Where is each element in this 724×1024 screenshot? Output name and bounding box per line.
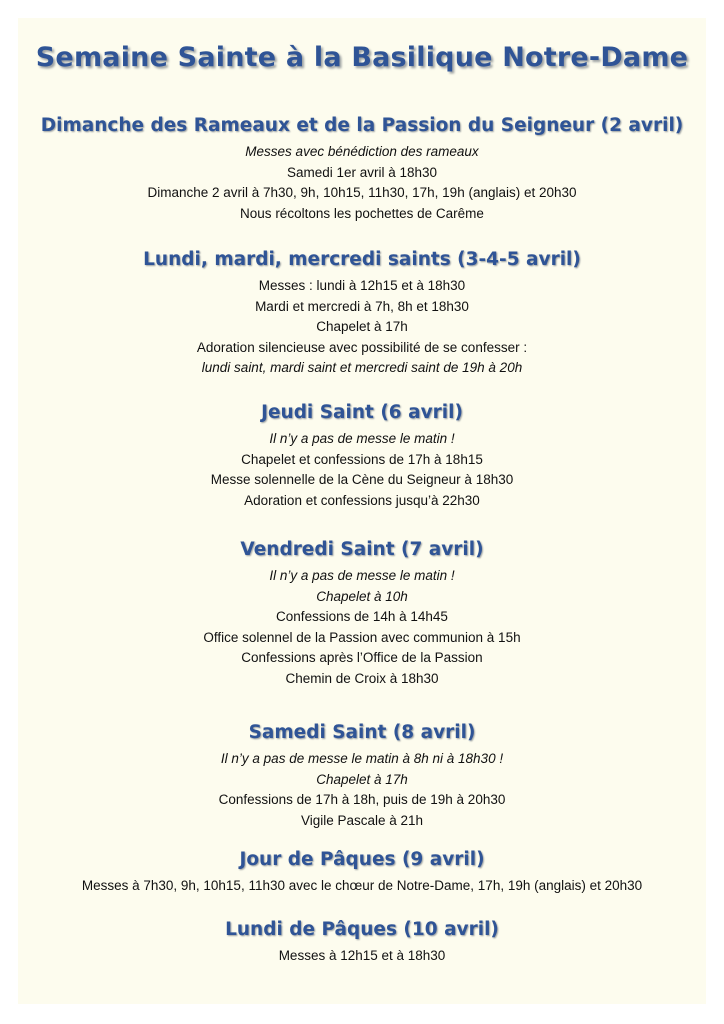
schedule-line: Messes : lundi à 12h15 et à 18h30 <box>258 278 466 293</box>
schedule-line: Adoration silencieuse avec possibilité de se confesser : <box>196 339 528 355</box>
section-palm-sunday <box>18 114 706 224</box>
schedule-line: Il n’y a pas de messe le matin ! <box>269 568 455 583</box>
section-title: Samedi Saint (8 avril) <box>248 722 476 743</box>
schedule-line: Dimanche 2 avril à 7h30, 9h, 10h15, 11h30, 17h, 19h (anglais) et 20h30 <box>147 185 577 201</box>
section-holy-thursday <box>18 401 706 511</box>
schedule-line: Messes à 7h30, 9h, 10h15, 11h30 avec le chœur de Notre-Dame, 17h, 19h (anglais) et 20h30 <box>81 878 643 893</box>
schedule-line: Vigile Pascale à 21h <box>300 812 424 828</box>
schedule-line: Samedi 1er avril à 18h30 <box>286 164 438 180</box>
schedule-line: Il n’y a pas de messe le matin ! <box>269 431 455 446</box>
section-title: Jeudi Saint (6 avril) <box>261 402 463 423</box>
schedule-line: Chemin de Croix à 18h30 <box>285 670 439 686</box>
schedule-line: Adoration et confessions jusqu’à 22h30 <box>244 492 480 508</box>
schedule-line: Il n’y a pas de messe le matin à 8h ni à 18h30 ! <box>220 751 504 766</box>
section-holy-saturday <box>18 721 706 831</box>
schedule-line: Messes avec bénédiction des rameaux <box>245 144 479 159</box>
flyer-page <box>18 18 706 1004</box>
schedule-line: Confessions de 14h à 14h45 <box>276 609 448 625</box>
schedule-line: Mardi et mercredi à 7h, 8h et 18h30 <box>255 298 469 314</box>
section-easter-monday <box>18 918 706 967</box>
section-title: Vendredi Saint (7 avril) <box>240 539 484 560</box>
section-easter-day <box>18 848 706 897</box>
schedule-line: Confessions de 17h à 18h, puis de 19h à 20h30 <box>218 792 506 808</box>
section-title: Lundi, mardi, mercredi saints (3-4-5 avril) <box>143 249 581 270</box>
section-title: Dimanche des Rameaux et de la Passion du Seigneur (2 avril) <box>40 115 684 136</box>
schedule-line: Messes à 12h15 et à 18h30 <box>278 948 446 963</box>
section-good-friday <box>18 538 706 690</box>
schedule-line: Nous récoltons les pochettes de Carême <box>240 205 484 221</box>
schedule-line: lundi saint, mardi saint et mercredi saint de 19h à 20h <box>201 360 523 376</box>
schedule-line: Chapelet à 10h <box>316 588 408 604</box>
section-holy-mon-tue-wed <box>18 248 706 379</box>
section-title: Lundi de Pâques (10 avril) <box>225 919 499 940</box>
schedule-line: Chapelet à 17h <box>316 319 408 335</box>
schedule-line: Messe solennelle de la Cène du Seigneur à 18h30 <box>210 472 514 488</box>
schedule-line: Office solennel de la Passion avec communion à 15h <box>203 629 521 645</box>
schedule-line: Chapelet à 17h <box>316 771 408 787</box>
section-title: Jour de Pâques (9 avril) <box>239 849 485 870</box>
schedule-line: Confessions après l’Office de la Passion <box>241 650 483 666</box>
schedule-line: Chapelet et confessions de 17h à 18h15 <box>241 451 483 467</box>
page-title: Semaine Sainte à la Basilique Notre-Dame <box>35 42 689 73</box>
